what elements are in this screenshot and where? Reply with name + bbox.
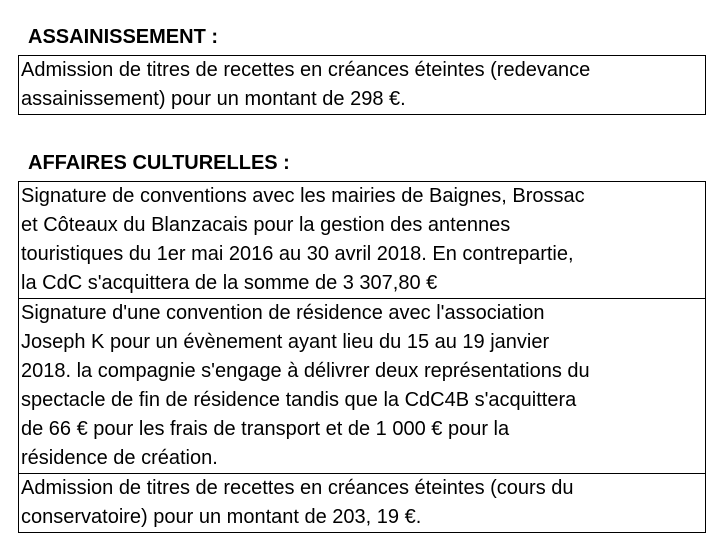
table-row	[19, 182, 705, 298]
text-line: touristiques du 1er mai 2016 au 30 avril 2018. En contrepartie,	[21, 243, 574, 265]
table-affaires-culturelles	[18, 181, 706, 533]
text-line: Admission de titres de recettes en créances éteintes (cours du	[21, 477, 574, 499]
table-row	[19, 298, 705, 473]
text-line: Joseph K pour un évènement ayant lieu du 15 au 19 janvier	[21, 331, 550, 353]
text-line: Admission de titres de recettes en créances éteintes (redevance	[21, 59, 591, 81]
section-title-affaires-culturelles: AFFAIRES CULTURELLES :	[28, 152, 290, 174]
text-line: assainissement) pour un montant de 298 €.	[21, 88, 406, 110]
text-line: Signature d'une convention de résidence avec l'association	[21, 302, 545, 324]
text-line: résidence de création.	[21, 447, 218, 469]
text-line: de 66 € pour les frais de transport et de 1 000 € pour la	[21, 418, 510, 440]
section-title-assainissement: ASSAINISSEMENT :	[28, 26, 219, 48]
table-assainissement	[18, 55, 706, 115]
text-line: conservatoire) pour un montant de 203, 19 €.	[21, 506, 422, 528]
text-line: spectacle de fin de résidence tandis que la CdC4B s'acquittera	[21, 389, 577, 411]
table-row	[19, 56, 705, 114]
text-line: 2018. la compagnie s'engage à délivrer deux représentations du	[21, 360, 590, 382]
table-row	[19, 473, 705, 532]
text-line: et Côteaux du Blanzacais pour la gestion des antennes	[21, 214, 511, 236]
text-line: la CdC s'acquittera de la somme de 3 307,80 €	[21, 272, 438, 294]
text-line: Signature de conventions avec les mairies de Baignes, Brossac	[21, 185, 585, 207]
